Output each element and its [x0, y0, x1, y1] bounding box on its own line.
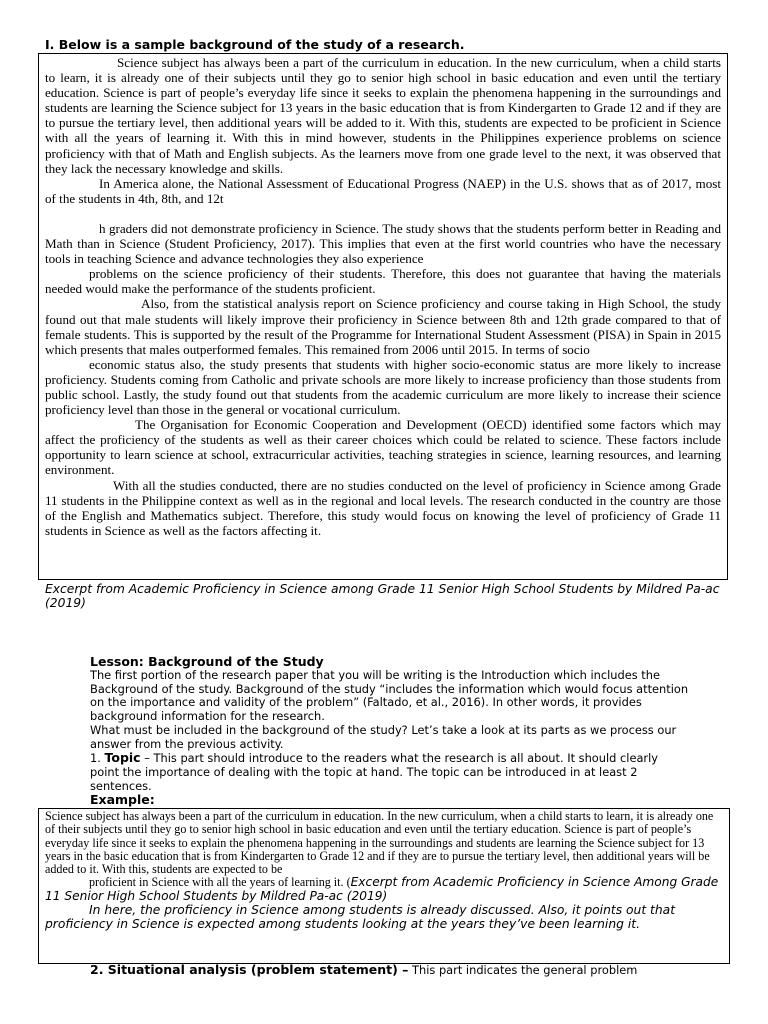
- paragraph: Also, from the statistical analysis report on Science proficiency and course taking in High School, the study found out that male students will likely improve their proficiency in Science between 8th and 12th grade compared to that of female students. This is supported by the result of the Programme for International Student Assessment (PISA) in Spain in 2015 which presents that males outperformed females. This remained from 2006 until 2015. In terms of socio: [45, 296, 721, 357]
- lesson-paragraph: The first portion of the research paper that you will be writing is the Introduction which includes the Background of the study. Background of the study “includes the information which would focus attention on the importance and validity of the problem” (Faltado, et al., 2016). In other words, it provides background information for the research.: [90, 668, 689, 724]
- excerpt-caption: Excerpt from Academic Proficiency in Science among Grade 11 Senior High School Students by Mildred Pa-ac (2019): [45, 582, 720, 610]
- paragraph: In America alone, the National Assessment of Educational Progress (NAEP) in the U.S. shows that as of 2017, most of the students in 4th, 8th, and 12t: [45, 175, 721, 206]
- example-text: proficient in Science with all the years of learning it. (: [89, 875, 351, 890]
- section-heading: I. Below is a sample background of the study of a research.: [45, 37, 465, 52]
- paragraph: h graders did not demonstrate proficiency in Science. The study shows that the students perform better in Reading and Math than in Science (Student Proficiency, 2017). This implies that even at the first world countries who have the necessary tools in teaching Science and advance technologies they also experience: [45, 220, 721, 267]
- paragraph: economic status also, the study presents that students with higher socio-economic status are more likely to increase proficiency. Students coming from Catholic and private schools are more likely to increase proficiency than those students from public school. Lastly, the study found out that students from the academic curriculum are more likely to increase their science proficiency level than those in the general or vocational curriculum.: [45, 356, 721, 418]
- lesson-paragraph: What must be included in the background of the study? Let’s take a look at its parts as we process our answer from the previous activity.: [90, 722, 677, 751]
- paragraph: Science subject has always been a part of the curriculum in education. In the new curriculum, when a child starts to learn, it is already one of their subjects until they go to senior high school in basic education and even until the tertiary education. Science is part of people’s everyday life since it seeks to explain the phenomena happening in the surroundings and students are learning the Science subject for 13 years in the basic education that is from Kindergarten to Grade 12 and if they are to pursue the tertiary level, then additional years will be added to it. With this, students are expected to be proficient in Science with all the years of learning it. With this in mind however, students in the Philippines experience problems on science proficiency with that of Math and English subjects. As the learners move from one grade level to the next, it was observed that they lack the necessary knowledge and skills.: [45, 55, 721, 176]
- example-citation: Excerpt from Academic Proficiency in Science Among Grade 11 Senior High School Students by Mildred Pa-ac (2019): [45, 875, 719, 903]
- section2-label: 2. Situational analysis (problem statement) –: [90, 962, 409, 977]
- topic-item: [90, 751, 690, 793]
- paragraph: With all the studies conducted, there are no studies conducted on the level of proficiency in Science among Grade 11 students in the Philippine context as well as in the regional and local levels. The research conducted in the country are those of the English and Mathematics subject. Therefore, this study would focus on knowing the level of proficiency of Grade 11 students in Science as well as the factors affecting it.: [45, 477, 721, 538]
- topic-text: – This part should introduce to the readers what the research is all about. It should clearly point the importance of dealing with the topic at hand. The topic can be introduced in at least 2 sentences.: [90, 751, 659, 793]
- example-paragraph: Science subject has always been a part of the curriculum in education. In the new curriculum, when a child starts to learn, it is already one of their subjects until they go to senior high school in basic education and even until the tertiary education. Science is part of people’s everyday life since it seeks to explain the phenomena happening in the surroundings and students are learning the Science subject for 13 years in the basic education that is from Kindergarten to Grade 12 and if they are to pursue the tertiary level, then additional years will be added to it. With this, students are expected to be: [45, 809, 714, 877]
- example-label: Example:: [90, 792, 155, 808]
- lesson-title: Lesson: Background of the Study: [90, 654, 324, 669]
- paragraph: The Organisation for Economic Cooperation and Development (OECD) identified some factors which may affect the proficiency of the students as well as their career choices which could be related to science. These factors include opportunity to learn science at school, extracurricular activities, teaching strategies in science, learning resources, and learning environment.: [45, 417, 721, 478]
- paragraph: problems on the science proficiency of their students. Therefore, this does not guarantee that having the materials needed would make the performance of the students proficient.: [45, 266, 721, 297]
- situational-analysis-heading: [90, 962, 730, 978]
- topic-label: Topic: [104, 750, 141, 766]
- sample-background-box: [38, 53, 728, 580]
- spacer: [45, 206, 721, 221]
- section2-text: This part indicates the general problem: [408, 963, 638, 977]
- example-note: In here, the proficiency in Science among students is already discussed. Also, it points out that proficiency in Science is expected among students looking at the years they’ve been learning it.: [45, 903, 676, 932]
- example-paragraph: [45, 876, 723, 903]
- lesson-section: [90, 654, 690, 807]
- topic-number: 1.: [90, 751, 105, 766]
- example-box: [38, 808, 730, 964]
